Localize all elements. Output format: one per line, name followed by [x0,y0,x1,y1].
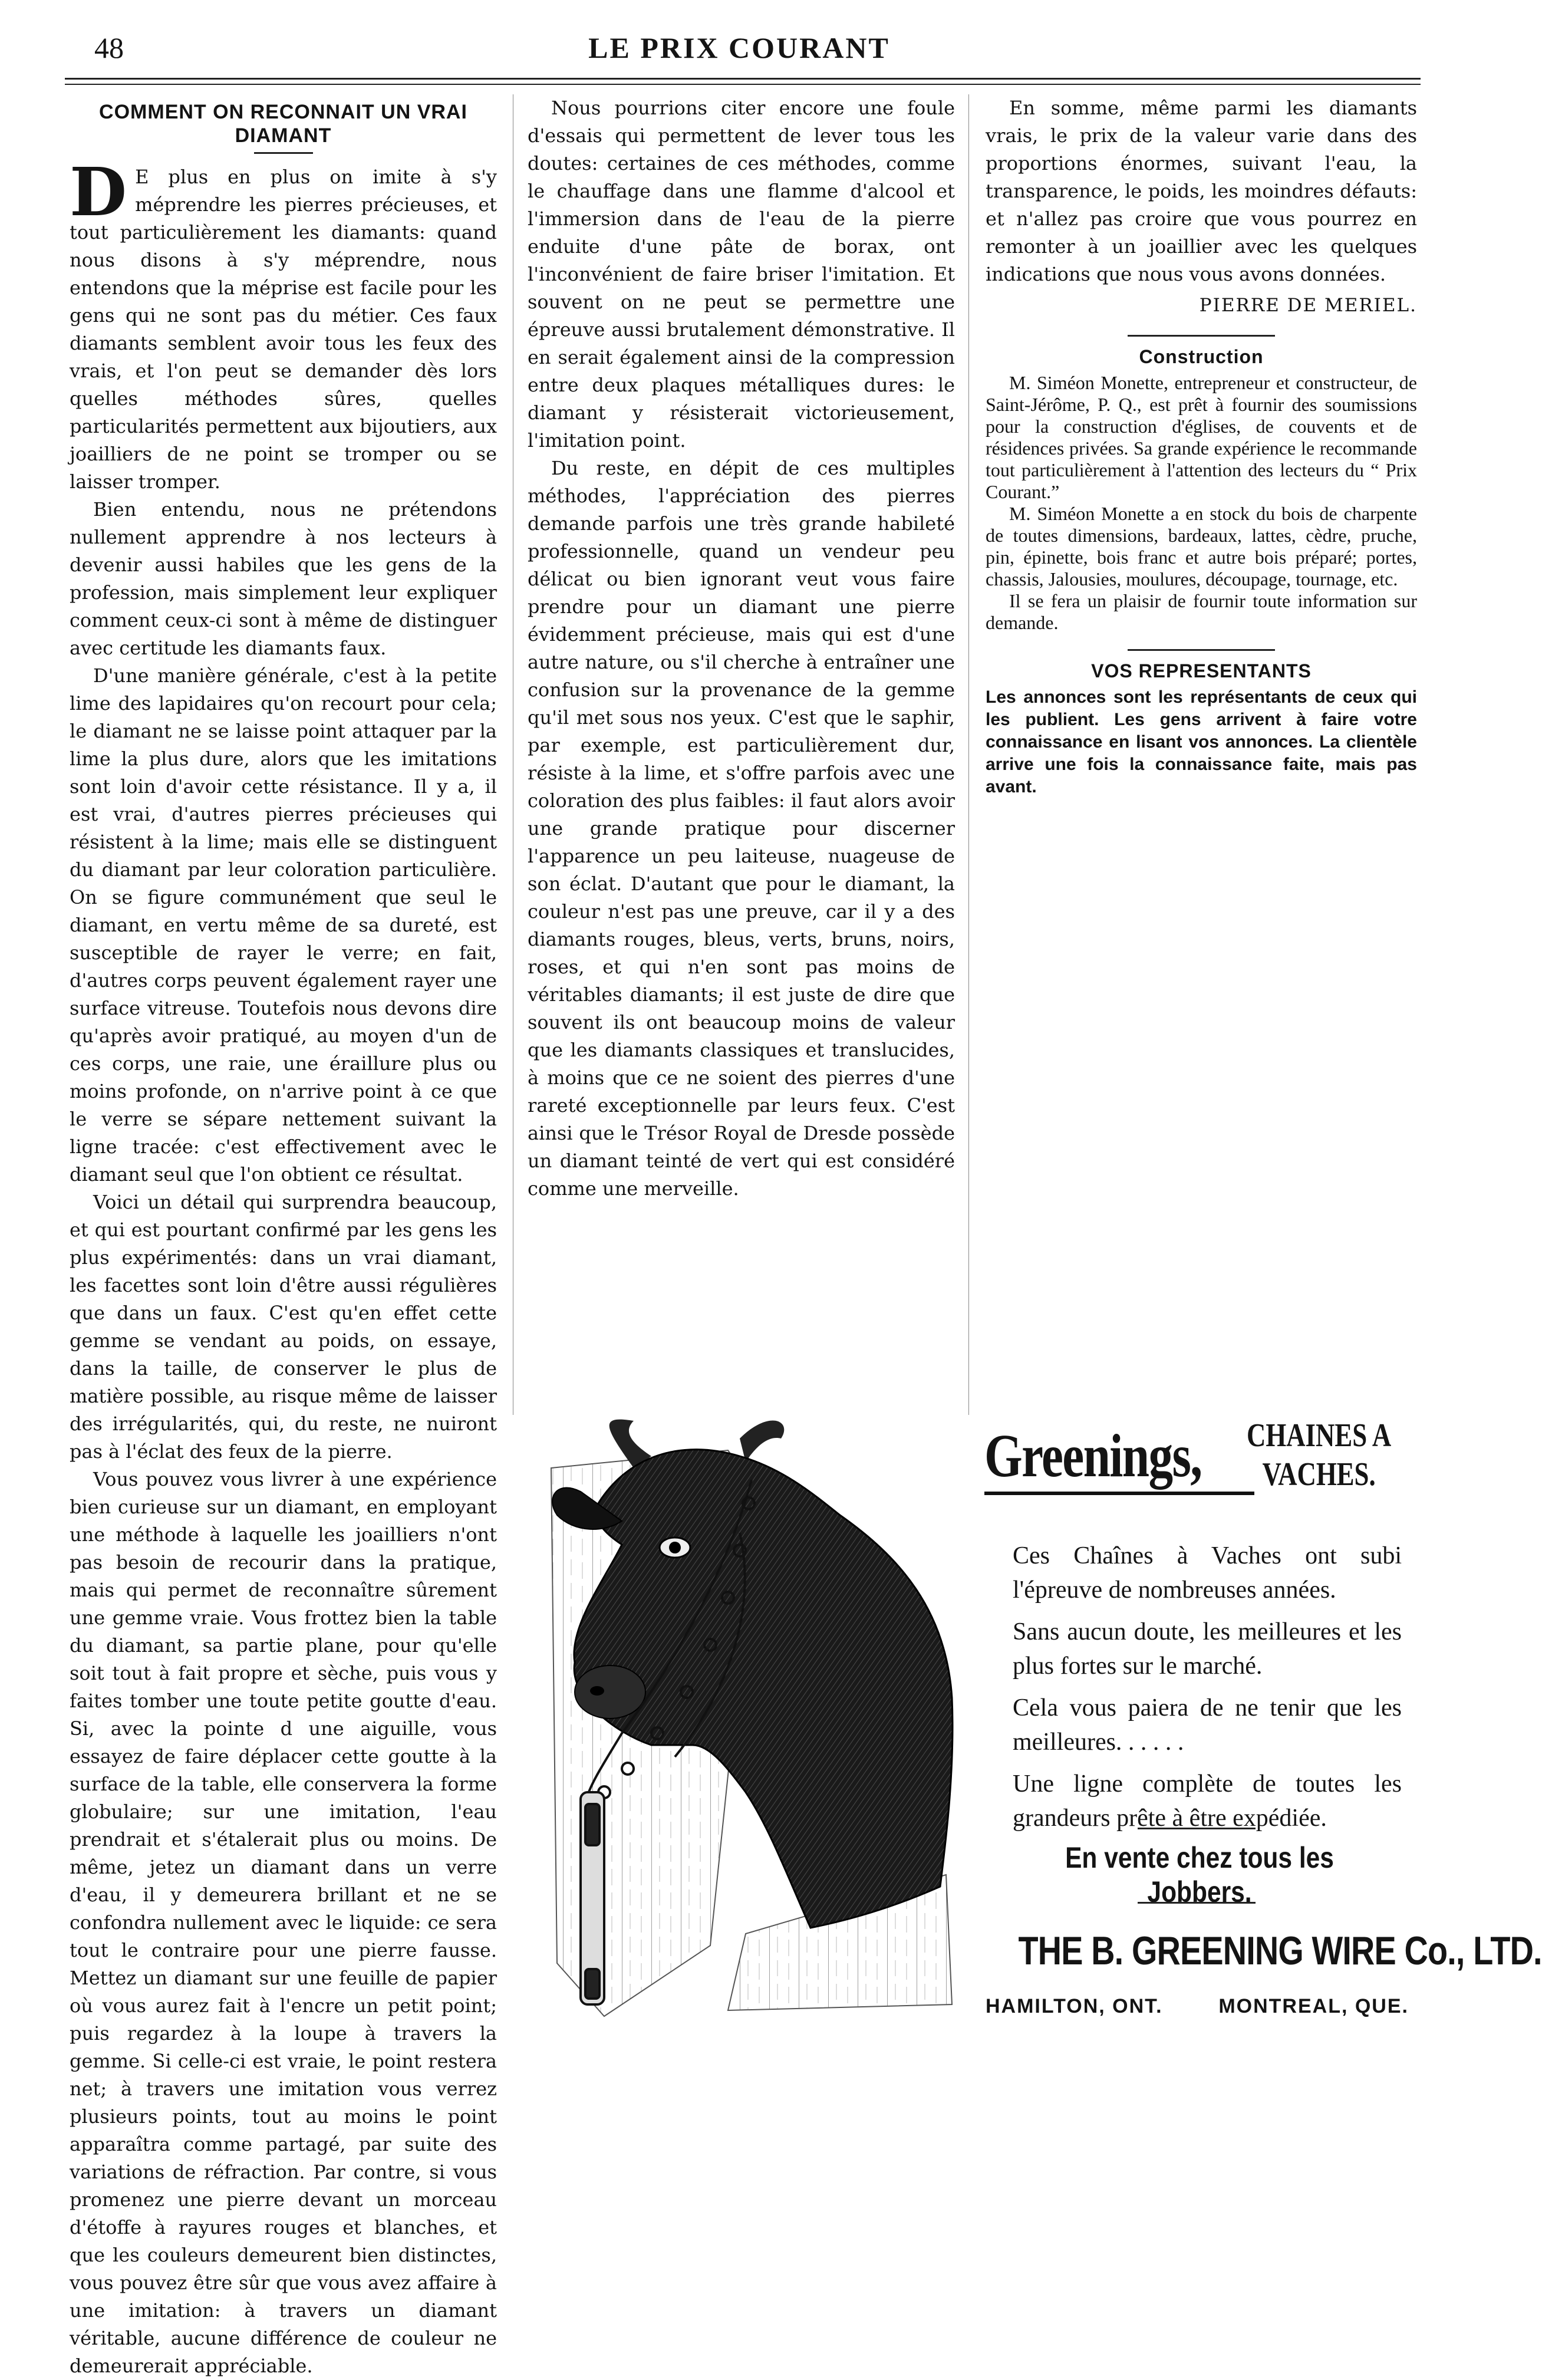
header-rule-secondary [65,84,1421,85]
ad-sold-at: En vente chez tous les Jobbers. [1065,1841,1334,1908]
journal-title: LE PRIX COURANT [588,31,890,64]
ad-brand: Greenings, [984,1422,1202,1490]
page-number: 48 [94,31,124,64]
greening-advertisement [978,1409,1542,2040]
ad-city-montreal: MONTREAL, QUE. [1218,1995,1409,2017]
article-paragraph: Vous pouvez vous livrer à une expérience bien curieuse sur un diamant, en employant une méthode à laquelle les joailliers n'ont pas besoin de recourir dans la pratique, mais qui permet de reconnaître sûrement une gemme vraie. Vous frottez bien la table du diamant, sa partie plane, pour qu'elle soit tout à fait propre et sèche, puis vous y faites tomber une toute petite goutte d'eau. Si, avec la pointe d une aiguille, vous essayez de faire déplacer cette goutte à la surface de la table, elle conservera la forme globulaire; sur une imitation, l'eau prendrait et s'étalerait plus ou moins. De même, jetez un diamant dans un verre d'eau, il y demeurera brillant et ne se confondra nullement avec le liquide: ce sera tout le contraire pour une pierre fausse. Mettez un diamant sur une feuille de papier où vous aurez fait à l'encre un petit point; puis regardez à la loupe à travers la gemme. Si celle-ci est vraie, le point restera net; à travers une imitation vous verrez plusieurs points, tout au moins le point apparaîtra comme partagé, par suite des variations de réfraction. Par contre, si vous promenez une pierre devant un morceau d'étoffe à rayures rouges et blanches, et que les couleurs demeurent bien distinctes, vous pouvez être sûr que vous avez affaire à une imitation: à travers un diamant véritable, aucune différence de couleur ne demeurerait appréciable. [70,1468,497,2377]
representants-text: Les annonces sont les représentants de ceux qui les publient. Les gens arrivent à faire votre connaissance en lisant vos annonces. La clientèle arrive une fois la connaissance faite, mais pas avant. [986,687,1417,796]
representants-title: VOS REPRESENTANTS [1091,660,1312,682]
article-paragraph: Nous pourrions citer encore une foule d'essais qui permettent de lever tous les doutes: certaines de ces méthodes, comme le chauffage dans une flamme d'alcool et l'immersion dans de l'eau de la pierre enduite d'une pâte de borax, ont l'inconvénient de faire briser l'imitation. Et souvent on ne peut se permettre une épreuve aussi brutalement démonstrative. Il en serait également ainsi de la compression entre deux plaques métalliques dures: le diamant y résisterait victorieusement, l'imitation point. [528,97,955,452]
article-paragraph: D E plus en plus on imite à s'y méprendre les pierres précieuses, et tout particulièrement les diamants: quand nous disons à s'y méprendre, nous entendons que la méprise est facile pour les gens qui ne sont pas du métier. Ces faux diamants semblent avoir tous les feux des vrais, et l'on peut se demander dès lors quelles méthodes sûres, quelles particularités permettent aux bijoutiers, aux joailliers de ne point se tromper ou se laisser tromper. [70,154,497,493]
header-rule [65,78,1421,80]
ad-rule [1138,1902,1256,1904]
section-rule [1128,649,1275,651]
article-author: PIERRE DE MERIEL. [1199,295,1417,316]
ad-product-name: CHAINES A VACHES. [1247,1417,1392,1493]
construction-paragraph: M. Siméon Monette a en stock du bois de charpente de toutes dimensions, bardeaux, lattes, cèdre, pruche, pin, épinette, bois franc et autre bois préparé; portes, chassis, Jalousies, moulures, découpage, tournage, etc. [986,503,1417,590]
construction-paragraph: M. Siméon Monette, entrepreneur et constructeur, de Saint-Jérôme, P. Q., est prêt à fournir des soumissions pour la construction d'églises, de couvents et de résidences privées. Sa grande expérience le recommande tout particulièrement à l'attention des lecteurs du “ Prix Courant.” [986,372,1417,502]
ad-brand-underline [984,1492,1254,1495]
column-separator [968,94,969,1415]
ad-paragraph: Une ligne complète de toutes les grandeurs prête à être expédiée. [1013,1770,1402,1832]
title-rule [254,152,313,154]
ad-paragraph: Cela vous paiera de ne tenir que les meilleures. . . . . . [1013,1694,1402,1756]
column-one [70,94,497,2377]
ad-company-name: THE B. GREENING WIRE Co., LTD. [1018,1928,1542,1973]
ad-paragraph: Sans aucun doute, les meilleures et les plus fortes sur le marché. [1013,1618,1402,1680]
article-paragraph: En somme, même parmi les diamants vrais, le prix de la valeur varie dans des proportions énormes, suivant l'eau, la transparence, le poids, les moindres défauts: et n'allez pas croire que vous pourrez en remonter à un joaillier avec les quelques indications que nous vous avons données. [986,97,1417,285]
cow-illustration [533,1415,958,2022]
construction-title: Construction [1139,346,1264,367]
ad-rule [1138,1828,1256,1829]
dropcap-letter: D [70,154,127,231]
construction-paragraph: Il se fera un plaisir de fournir toute information sur demande. [986,590,1417,633]
construction-notice [986,372,1417,634]
article-paragraph: Du reste, en dépit de ces multiples méthodes, l'appréciation des pierres demande parfois une très grande habileté professionnelle, quand un vendeur peu délicat ou bien ignorant veut vous faire prendre pour un diamant une pierre évidemment précieuse, mais qui est d'une autre nature, ou s'il cherche à entraîner une confusion sur la provenance de la gemme qu'il met sous nos yeux. C'est que le saphir, par exemple, est particulièrement dur, résiste à la lime, et s'offre parfois avec une coloration des plus faibles: il faut alors avoir une grande pratique pour discerner l'apparence un peu laiteuse, nuageuse de son éclat. D'autant que pour le diamant, la couleur n'est pas une preuve, car il y a des diamants rouges, bleus, verts, bruns, noirs, roses, et qui n'en sont pas moins de véritables diamants; il est juste de dire que souvent ils ont beaucoup moins de valeur que les diamants classiques et translucides, à moins que ce ne soient des pierres d'une rareté exceptionnelle par leurs feux. C'est ainsi que le Trésor Royal de Dresde possède un diamant teinté de vert qui est considéré comme une merveille. [528,457,955,1200]
column-two [528,94,955,1409]
ad-city-hamilton: HAMILTON, ONT. [986,1995,1163,2017]
section-rule [1128,335,1275,337]
ad-body [1013,1539,1402,1843]
article-title: COMMENT ON RECONNAIT UN VRAI DIAMANT [99,101,467,147]
article-paragraph: D'une manière générale, c'est à la petite lime des lapidaires qu'on recourt pour cela; le diamant ne se laisse point attaquer par la lime la plus dure, alors que les imitations sont loin d'avoir cette résistance. Il y a, il est vrai, d'autres pierres précieuses qui résistent à la lime; mais elle se distinguent du diamant par leur coloration particulière. On se figure communément que seul le diamant, en vertu même de sa dureté, est susceptible de rayer le verre; en fait, d'autres corps peuvent également rayer une surface vitreuse. Toutefois nous devons dire qu'après avoir pratiqué, au moyen d'un de ces corps, une raie, une éraillure plus ou moins profonde, on n'arrive point à ce que le verre se sépare nettement suivant la ligne tracée: c'est effectivement avec le diamant seul que l'on obtient ce résultat. [70,664,497,1186]
column-three [986,94,1417,1409]
article-paragraph: Bien entendu, nous ne prétendons nullement apprendre à nos lecteurs à devenir aussi habiles que les gens de la profession, mais simplement leur expliquer comment ceux-ci sont à même de distinguer avec certitude les diamants faux. [70,498,497,659]
ad-paragraph: Ces Chaînes à Vaches ont subi l'épreuve de nombreuses années. [1013,1542,1402,1604]
article-paragraph: Voici un détail qui surprendra beaucoup, et qui est pourtant confirmé par les gens les plus expérimentés: dans un vrai diamant, les facettes sont loin d'être aussi régulières que dans un faux. C'est qu'en effet cette gemme se vendant au poids, on essaye, dans la taille, de conserver le plus de matière possible, au risque même de laisser des irrégularités, qui, du reste, ne nuiront pas à l'éclat des feux de la pierre. [70,1191,497,1463]
